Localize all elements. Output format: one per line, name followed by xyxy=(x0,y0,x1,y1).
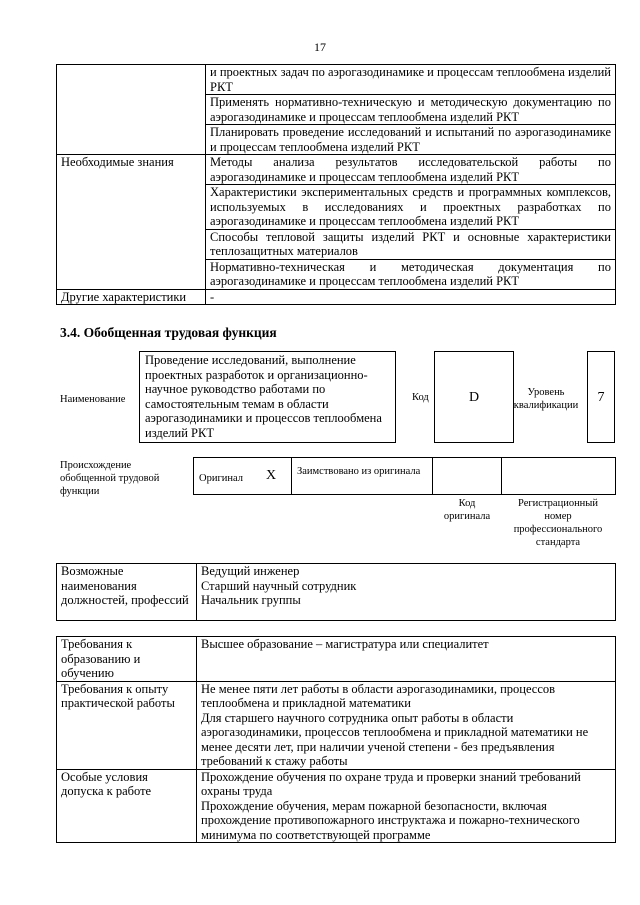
requirement-line: Для старшего научного сотрудника опыт работы в области аэрогазодинамики, процессов теплообмена и прикладной математики не менее десяти лет, при наличии ученой степени - без предъявления требований к стажу работы xyxy=(201,710,589,768)
table-cell xyxy=(197,681,616,769)
borrowed-label: Заимствовано из оригинала xyxy=(297,466,421,477)
table-cell: Методы анализа результатов исследовательской работы по аэрогазодинамике и процессам теплообмена изделий РКТ xyxy=(206,155,616,185)
requirement-line: Прохождение обучения по охране труда и проверки знаний требований охраны труда xyxy=(201,769,581,798)
function-name-box: Проведение исследований, выполнение проектных разработок и организационно-научное руководство работами по самостоятельным темам в области аэрогазодинамики и процессов теплообмена изделий РКТ xyxy=(139,351,396,443)
table-cell: и проектных задач по аэрогазодинамике и процессам теплообмена изделий РКТ xyxy=(206,65,616,95)
positions-table xyxy=(56,563,616,621)
reg-number-caption: Регистрационный номер профессионального стандарта xyxy=(513,498,603,548)
table-row-label xyxy=(57,65,206,155)
table-cell xyxy=(197,769,616,843)
original-code-caption: Код оригинала xyxy=(443,498,491,522)
table-cell: Характеристики экспериментальных средств и программных комплексов, используемых в исследованиях и проектных разработках по аэрогазодинамике и процессам теплообмена изделий РКТ xyxy=(206,185,616,230)
table-cell: Планировать проведение исследований и испытаний по аэрогазодинамике и процессам теплообмена изделий РКТ xyxy=(206,125,616,155)
code-label: Код xyxy=(412,392,429,403)
table-cell xyxy=(197,637,616,682)
list-item: Старший научный сотрудник xyxy=(201,578,357,593)
requirement-line: Не менее пяти лет работы в области аэрогазодинамики, процессов теплообмена и прикладной математики xyxy=(201,681,556,710)
table-row-label: Особые условия допуска к работе xyxy=(57,769,197,843)
name-label: Наименование xyxy=(60,394,126,405)
code-value-box: D xyxy=(434,351,514,443)
table-row-label: Необходимые знания xyxy=(57,155,206,290)
original-label: Оригинал xyxy=(199,473,243,484)
table-cell: - xyxy=(206,289,616,305)
list-item: Ведущий инженер xyxy=(201,564,300,578)
positions-label: Возможные наименования должностей, профессий xyxy=(57,564,197,621)
level-label: Уровень квалификации xyxy=(513,387,579,411)
requirements-table xyxy=(56,636,616,843)
skills-knowledge-table xyxy=(56,64,616,305)
table-row-label: Требования к опыту практической работы xyxy=(57,681,197,769)
requirement-line: Прохождение обучения, мерам пожарной безопасности, включая прохождение противопожарного инструктажа и пожарно-технического минимума по соответствующей программе xyxy=(201,798,580,842)
list-item: Начальник группы xyxy=(201,593,301,607)
table-row-label: Другие характеристики xyxy=(57,289,206,305)
table-cell: Способы тепловой защиты изделий РКТ и основные характеристики теплозащитных материалов xyxy=(206,229,616,259)
table-cell: Применять нормативно-техническую и методическую документацию по аэрогазодинамике и процессам теплообмена изделий РКТ xyxy=(206,95,616,125)
reg-number-cell xyxy=(501,457,616,495)
requirement-line: Высшее образование – магистратура или специалитет xyxy=(201,637,489,651)
origin-label: Происхождение обобщенной трудовой функции xyxy=(60,460,160,497)
level-value-box: 7 xyxy=(587,351,615,443)
original-code-cell xyxy=(432,457,502,495)
page-number: 17 xyxy=(314,40,326,54)
section-title: 3.4. Обобщенная трудовая функция xyxy=(60,325,277,340)
borrowed-cell xyxy=(291,457,433,495)
original-mark: X xyxy=(266,468,277,483)
table-cell: Нормативно-техническая и методическая документация по аэрогазодинамике и процессам теплообмена изделий РКТ xyxy=(206,259,616,289)
original-cell xyxy=(193,457,292,495)
table-row-label: Требования к образованию и обучению xyxy=(57,637,197,682)
positions-list xyxy=(197,564,616,621)
